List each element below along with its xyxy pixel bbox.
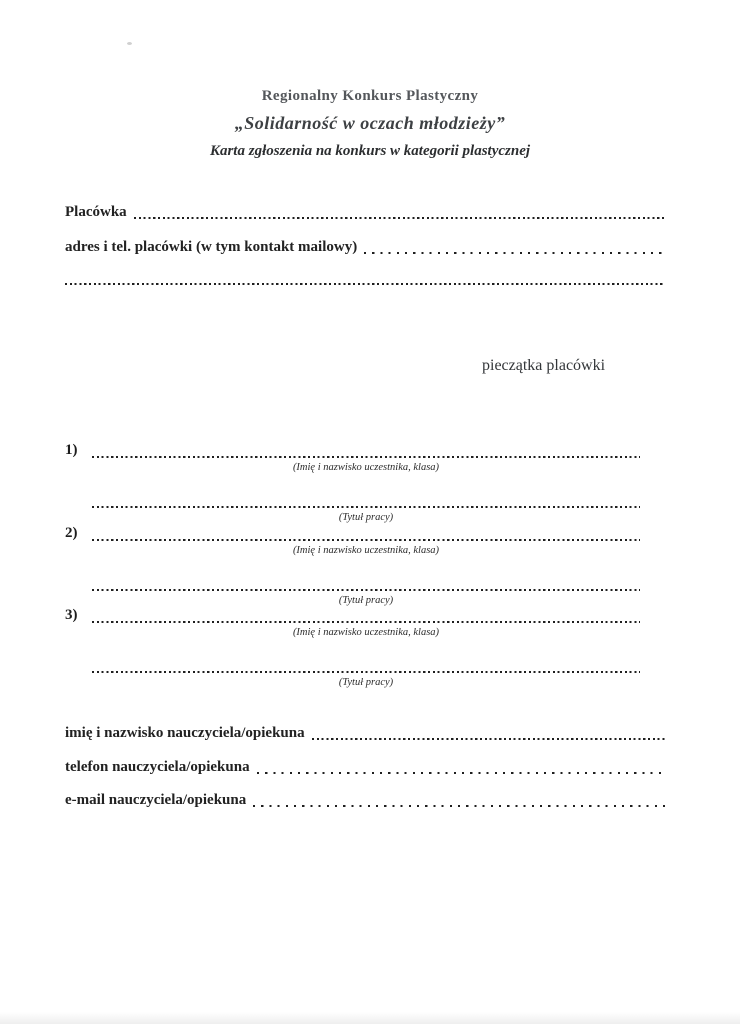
facility-name-label: Placówka (65, 204, 127, 220)
participant-name-fill-line (92, 621, 640, 623)
teacher-email-label: e-mail nauczyciela/opiekuna (65, 792, 247, 808)
work-title-fill-line (92, 506, 640, 508)
participant-name-row (65, 441, 640, 460)
facility-address-label: adres i tel. placówki (w tym kontakt mailowy) (65, 239, 358, 255)
facility-address-fill-line (364, 252, 665, 254)
facility-name-fill-line (134, 217, 665, 219)
work-title-row (65, 491, 640, 510)
facility-address-fill-line-2 (65, 283, 665, 285)
teacher-email-line (65, 790, 665, 810)
participant-name-row (65, 606, 640, 625)
work-title-caption: (Tytuł pracy) (338, 677, 394, 688)
scan-artifact-speck (127, 42, 132, 45)
form-header (0, 86, 740, 161)
work-title-row (65, 574, 640, 593)
facility-name-line (65, 202, 665, 222)
entry-number: 2) (65, 525, 78, 541)
work-title-caption: (Tytuł pracy) (338, 595, 394, 606)
entry-number: 1) (65, 442, 78, 458)
teacher-email-fill-line (253, 805, 665, 807)
participant-entry-2 (65, 524, 640, 607)
participant-name-caption: (Imię i nazwisko uczestnika, klasa) (292, 627, 440, 638)
teacher-name-line (65, 723, 665, 743)
work-title-caption: (Tytuł pracy) (338, 512, 394, 523)
form-name: Karta zgłoszenia na konkurs w kategorii plastycznej (209, 143, 531, 159)
work-title-row (65, 656, 640, 675)
participant-name-caption: (Imię i nazwisko uczestnika, klasa) (292, 462, 440, 473)
teacher-phone-label: telefon nauczyciela/opiekuna (65, 759, 250, 775)
participant-name-row (65, 524, 640, 543)
teacher-phone-line (65, 757, 665, 777)
contest-title: Regionalny Konkurs Plastyczny (261, 88, 479, 104)
participant-entry-1 (65, 441, 640, 524)
facility-address-line-2 (65, 268, 665, 288)
work-title-fill-line (92, 589, 640, 591)
entry-number: 3) (65, 607, 78, 623)
work-title-fill-line (92, 671, 640, 673)
teacher-name-label: imię i nazwisko nauczyciela/opiekuna (65, 725, 305, 741)
participant-name-caption: (Imię i nazwisko uczestnika, klasa) (292, 545, 440, 556)
facility-address-line (65, 237, 665, 257)
teacher-phone-fill-line (257, 772, 665, 774)
stamp-placeholder-label: pieczątka placówki (482, 357, 606, 374)
participant-name-fill-line (92, 539, 640, 541)
participant-entry-3 (65, 606, 640, 689)
scan-artifact-bottom-edge (0, 1012, 740, 1024)
teacher-name-fill-line (312, 738, 665, 740)
contest-subtitle: „Solidarność w oczach młodzieży” (234, 113, 506, 133)
participant-name-fill-line (92, 456, 640, 458)
